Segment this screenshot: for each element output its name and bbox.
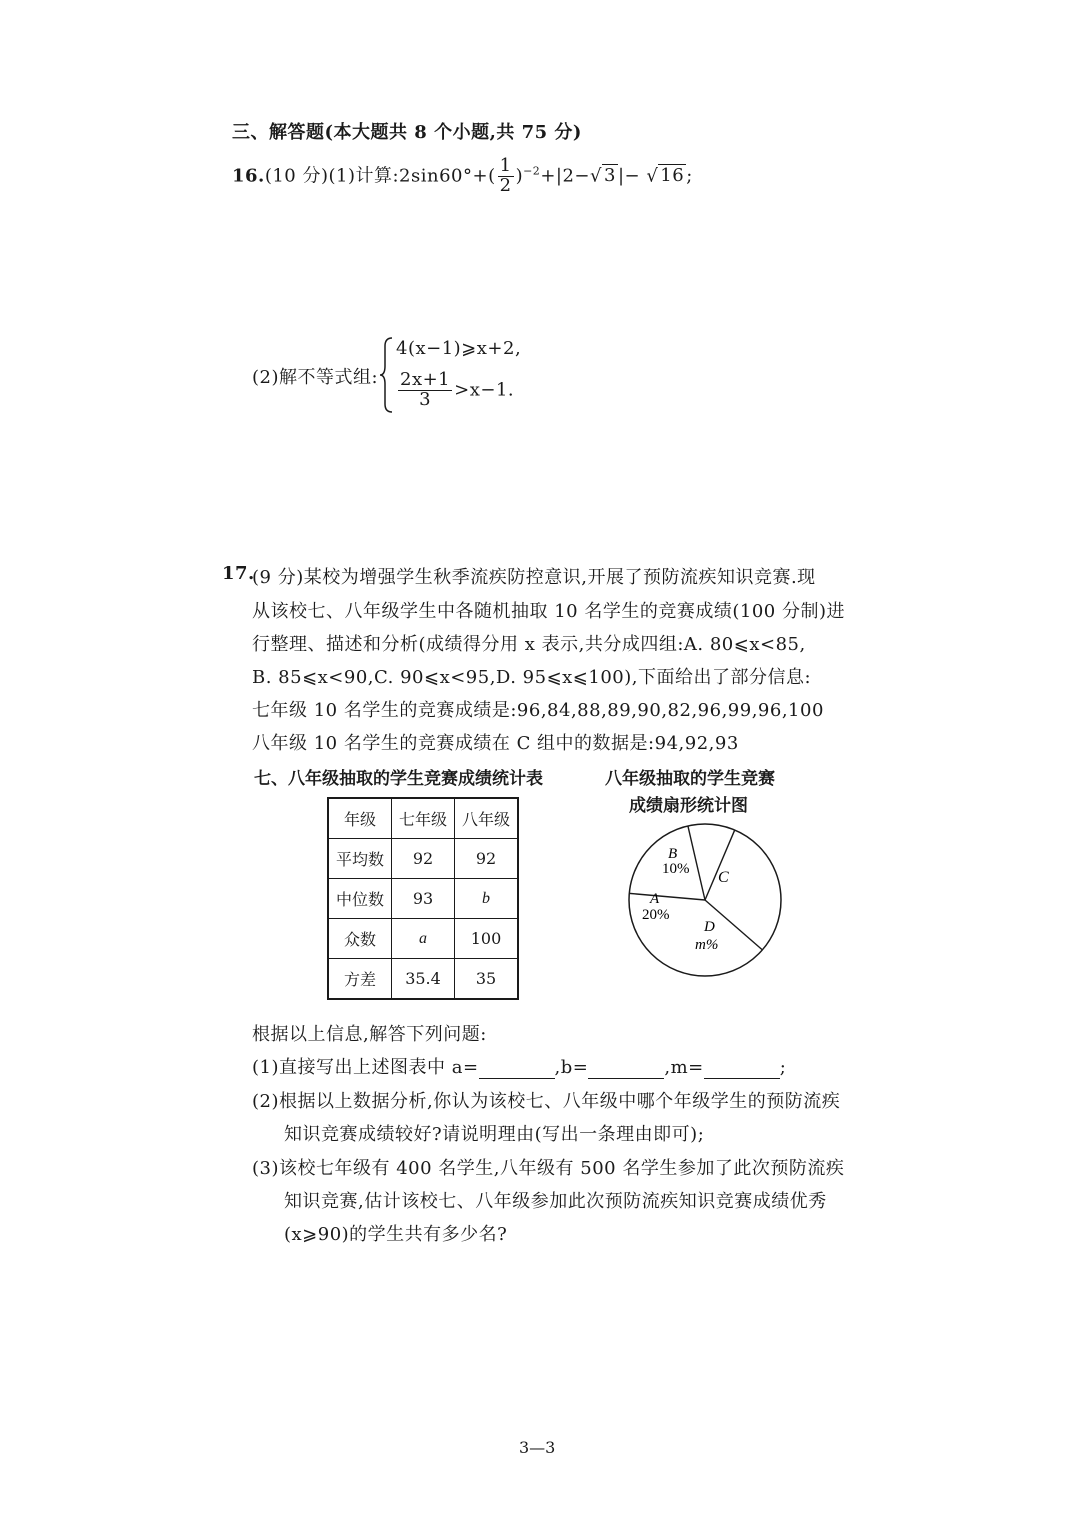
table-cell: 92 <box>392 839 455 879</box>
pie-title-line1: 八年级抽取的学生竞赛 <box>605 769 775 789</box>
q16-ineq2-num: 2x+1 <box>400 369 451 390</box>
answer-blank-b[interactable] <box>588 1060 664 1079</box>
table-cell: 93 <box>392 879 455 919</box>
table-header-cell: 年级 <box>328 798 392 839</box>
pie-slice-divider <box>629 893 705 900</box>
sub1-m-label: ,m= <box>664 1057 704 1078</box>
q16-fraction <box>498 157 514 196</box>
table-row <box>328 959 518 1000</box>
table-cell: 中位数 <box>328 879 392 919</box>
q17-sub2-line1: (2)根据以上数据分析,你认为该校七、八年级中哪个年级学生的预防流疾 <box>252 1091 841 1112</box>
q16-frac-num: 1 <box>499 155 512 176</box>
pie-dividers <box>629 826 762 950</box>
question-16-part1: 16.(10 分)(1)计算:2sin60°+( $\frac{1}{2}$ )$^{-2}$+|2−√ 3 |− √ 16 ; <box>232 155 693 196</box>
pie-label-a: A <box>650 891 660 907</box>
table-cell: 92 <box>455 839 519 879</box>
q17-sub1 <box>252 1053 786 1079</box>
q16-part1-prefix: (10 分)(1)计算:2sin60°+( <box>264 165 496 187</box>
q17-line-6: 八年级 10 名学生的竞赛成绩在 C 组中的数据是:94,92,93 <box>252 733 739 754</box>
table-row <box>328 839 518 879</box>
sub1-a-label: (1)直接写出上述图表中 a= <box>252 1057 479 1078</box>
table-cell: b <box>455 879 519 919</box>
q16-part1-end: ; <box>686 165 693 187</box>
q16-ineq2-den: 3 <box>419 388 432 410</box>
table-cell: 100 <box>455 919 519 959</box>
q17-line-4: B. 85⩽x<90,C. 90⩽x<95,D. 95⩽x⩽100),下面给出了部分信息: <box>252 667 812 688</box>
q16-part2-prefix: (2)解不等式组: <box>252 367 379 388</box>
pie-pct-b: 10% <box>662 861 690 877</box>
table-title: 七、八年级抽取的学生竞赛成绩统计表 <box>254 769 543 789</box>
q16-exponent: −2 <box>523 164 541 178</box>
question-17-number: 17. <box>222 563 255 584</box>
pie-label-d: D <box>704 919 715 935</box>
pie-label-b: B <box>668 846 678 862</box>
q17-line-1: (9 分)某校为增强学生秋季流疾防控意识,开展了预防流疾知识竞赛.现 <box>252 567 816 588</box>
table-row <box>328 879 518 919</box>
pie-title-line2: 成绩扇形统计图 <box>629 796 748 816</box>
table-cell: 平均数 <box>328 839 392 879</box>
answer-blank-m[interactable] <box>704 1060 780 1079</box>
stats-table <box>327 797 519 1000</box>
q16-sqrt3: 3 <box>603 165 616 187</box>
sub1-end: ; <box>779 1057 787 1078</box>
answer-blank-a[interactable] <box>479 1060 555 1079</box>
pie-slice-divider <box>705 830 735 900</box>
table-cell: 众数 <box>328 919 392 959</box>
q17-line-2: 从该校七、八年级学生中各随机抽取 10 名学生的竞赛成绩(100 分制)进 <box>252 601 845 622</box>
table-header-cell: 七年级 <box>392 798 455 839</box>
q17-sub2-line2: 知识竞赛成绩较好?请说明理由(写出一条理由即可); <box>284 1124 705 1145</box>
q17-sub3-line3: (x⩾90)的学生共有多少名? <box>284 1224 508 1245</box>
pie-pct-a: 20% <box>642 907 670 923</box>
pie-pct-d: m% <box>695 937 719 953</box>
q16-abs-end: |− <box>617 165 641 187</box>
table-header-cell: 八年级 <box>455 798 519 839</box>
q17-line-3: 行整理、描述和分析(成绩得分用 x 表示,共分成四组:A. 80⩽x<85, <box>252 634 806 655</box>
pie-chart <box>620 818 790 988</box>
q17-sub3-line1: (3)该校七年级有 400 名学生,八年级有 500 名学生参加了此次预防流疾 <box>252 1158 845 1179</box>
table-cell: a <box>392 919 455 959</box>
table-cell: 35.4 <box>392 959 455 1000</box>
q16-ineq2-fraction <box>398 371 452 410</box>
table-row <box>328 919 518 959</box>
question-16-number: 16. <box>232 165 265 187</box>
q16-frac-den: 2 <box>499 174 512 196</box>
sub1-b-label: ,b= <box>554 1057 589 1078</box>
section-title: 三、解答题(本大题共 8 个小题,共 75 分) <box>232 122 582 143</box>
q16-sqrt16: 16 <box>660 165 685 187</box>
q17-sub3-line2: 知识竞赛,估计该校七、八年级参加此次预防流疾知识竞赛成绩优秀 <box>284 1191 827 1212</box>
q16-inequality-2 <box>396 371 514 410</box>
q16-inequality-1: 4(x−1)⩾x+2, <box>396 338 522 359</box>
pie-label-c: C <box>718 869 729 886</box>
q17-instructions: 根据以上信息,解答下列问题: <box>252 1024 487 1045</box>
pie-slice-divider <box>688 826 705 900</box>
q16-abs: +|2− <box>540 165 590 187</box>
q16-part1-mid: ) <box>515 165 524 187</box>
table-cell: 方差 <box>328 959 392 1000</box>
page-number: 3—3 <box>519 1438 556 1457</box>
q16-ineq2-rest: >x−1. <box>454 379 515 401</box>
table-row <box>328 798 518 839</box>
brace-icon <box>378 336 396 414</box>
q17-line-5: 七年级 10 名学生的竞赛成绩是:96,84,88,89,90,82,96,99,96,100 <box>252 700 824 721</box>
table-cell: 35 <box>455 959 519 1000</box>
